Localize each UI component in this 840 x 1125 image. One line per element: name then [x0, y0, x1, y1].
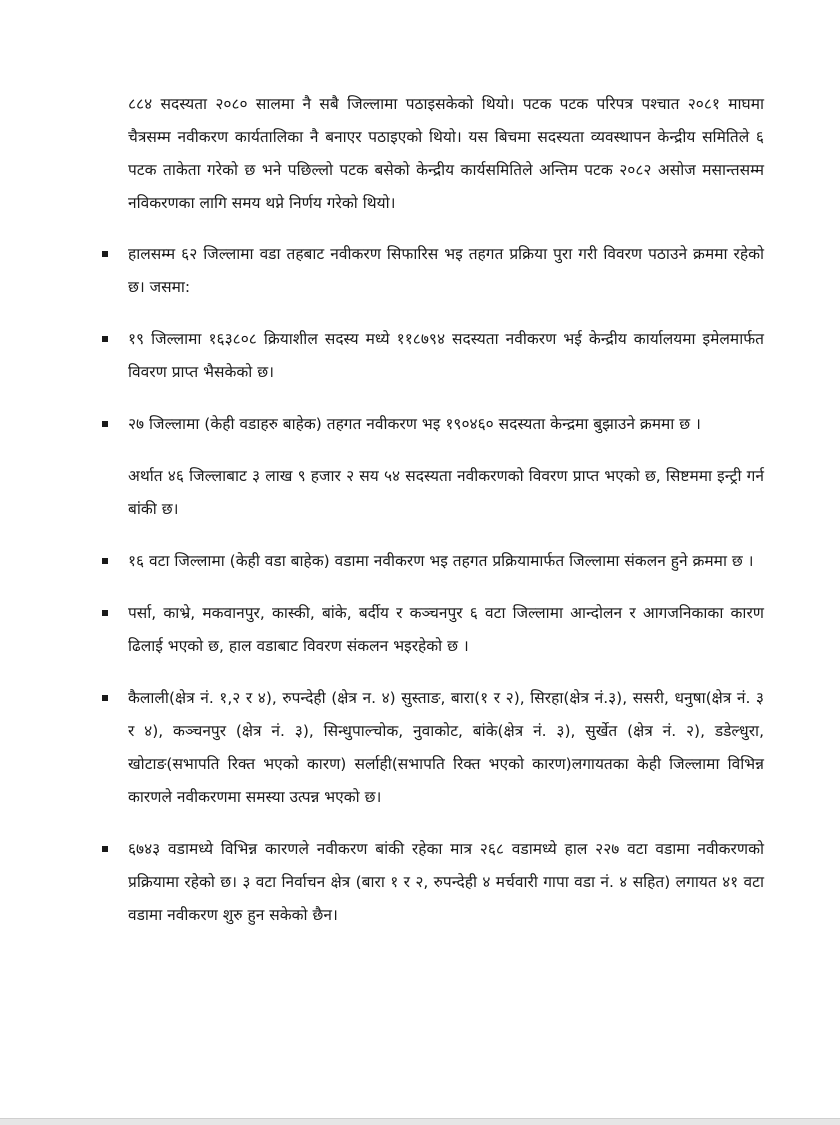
- list-item-text: पर्सा, काभ्रे, मकवानपुर, कास्की, बांके, बर्दीय र कञ्चनपुर ६ वटा जिल्लामा आन्दोलन र आगजनिकाका कारण ढिलाई भएको छ, हाल वडाबाट विवरण संकलन भइरहेको छ ।: [128, 604, 764, 655]
- bullet-icon: [102, 846, 108, 852]
- bullet-icon: [102, 695, 108, 701]
- list-item: [128, 597, 764, 663]
- bullet-icon: [102, 558, 108, 564]
- document-body: [128, 88, 764, 951]
- bullet-icon: [102, 336, 108, 342]
- list-item-text: १९ जिल्लामा १६३८०८ क्रियाशील सदस्य मध्ये ११८७९४ सदस्यता नवीकरण भई केन्द्रीय कार्यालयमा इमेलमार्फत विवरण प्राप्त भैसकेको छ।: [128, 330, 764, 381]
- list-item-text: ६७४३ वडामध्ये विभिन्न कारणले नवीकरण बांकी रहेका मात्र २६८ वडामध्ये हाल २२७ वटा वडामा नवीकरणको प्रक्रियामा रहेको छ। ३ वटा निर्वाचन क्षेत्र (बारा १ र २, रुपन्देही ४ मर्चवारी गापा वडा नं. ४ सहित) लगायत ४१ वटा वडामा नवीकरण शुरु हुन सकेको छैन।: [128, 840, 764, 924]
- list-item-text: कैलाली(क्षेत्र नं. १,२ र ४), रुपन्देही (क्षेत्र न. ४) सुस्ताङ, बारा(१ र २), सिरहा(क्षेत्र नं.३), ससरी, धनुषा(क्षेत्र नं. ३ र ४), कञ्चनपुर (क्षेत्र नं. ३), सिन्धुपाल्चोक, नुवाकोट, बांके(क्षेत्र नं. ३), सुर्खेत (क्षेत्र नं. २), डडेल्धुरा, खोटाङ(सभापति रिक्त भएको कारण) सर्लाही(सभापति रिक्त भएको कारण)लगायतका केही जिल्लामा विभिन्न कारणले नवीकरणमा समस्या उत्पन्न भएको छ।: [128, 689, 764, 806]
- intro-paragraph: ८८४ सदस्यता २०८० सालमा नै सबै जिल्लामा पठाइसकेको थियो। पटक पटक परिपत्र पश्चात २०८१ माघमा चैत्रसम्म नवीकरण कार्यतालिका नै बनाएर पठाइएको थियो। यस बिचमा सदस्यता व्यवस्थापन केन्द्रीय समितिले ६ पटक ताकेता गरेको छ भने पछिल्लो पटक बसेको केन्द्रीय कार्यसमितिले अन्तिम पटक २०८२ असोज मसान्तसम्म नविकरणका लागि समय थप्ने निर्णय गरेको थियो।: [128, 95, 764, 212]
- list-item: [128, 833, 764, 932]
- bullet-icon: [102, 421, 108, 427]
- summary-note: अर्थात ४६ जिल्लाबाट ३ लाख ९ हजार २ सय ५४ सदस्यता नवीकरणको विवरण प्राप्त भएको छ, सिष्टममा इन्ट्री गर्न बांकी छ।: [128, 467, 764, 518]
- list-item: [128, 408, 764, 441]
- bullet-icon: [102, 251, 108, 257]
- list-item: [128, 682, 764, 814]
- bullet-icon: [102, 610, 108, 616]
- list-item: [128, 238, 764, 304]
- list-item: [128, 545, 764, 578]
- list-item-text: १६ वटा जिल्लामा (केही वडा बाहेक) वडामा नवीकरण भइ तहगत प्रक्रियामार्फत जिल्लामा संकलन हुने क्रममा छ ।: [128, 552, 754, 570]
- list-item-text: हालसम्म ६२ जिल्लामा वडा तहबाट नवीकरण सिफारिस भइ तहगत प्रक्रिया पुरा गरी विवरण पठाउने क्रममा रहेको छ। जसमा:: [128, 245, 764, 296]
- list-item: [128, 323, 764, 389]
- list-item-text: २७ जिल्लामा (केही वडाहरु बाहेक) तहगत नवीकरण भइ १९०४६० सदस्यता केन्द्रमा बुझाउने क्रममा छ ।: [128, 415, 701, 433]
